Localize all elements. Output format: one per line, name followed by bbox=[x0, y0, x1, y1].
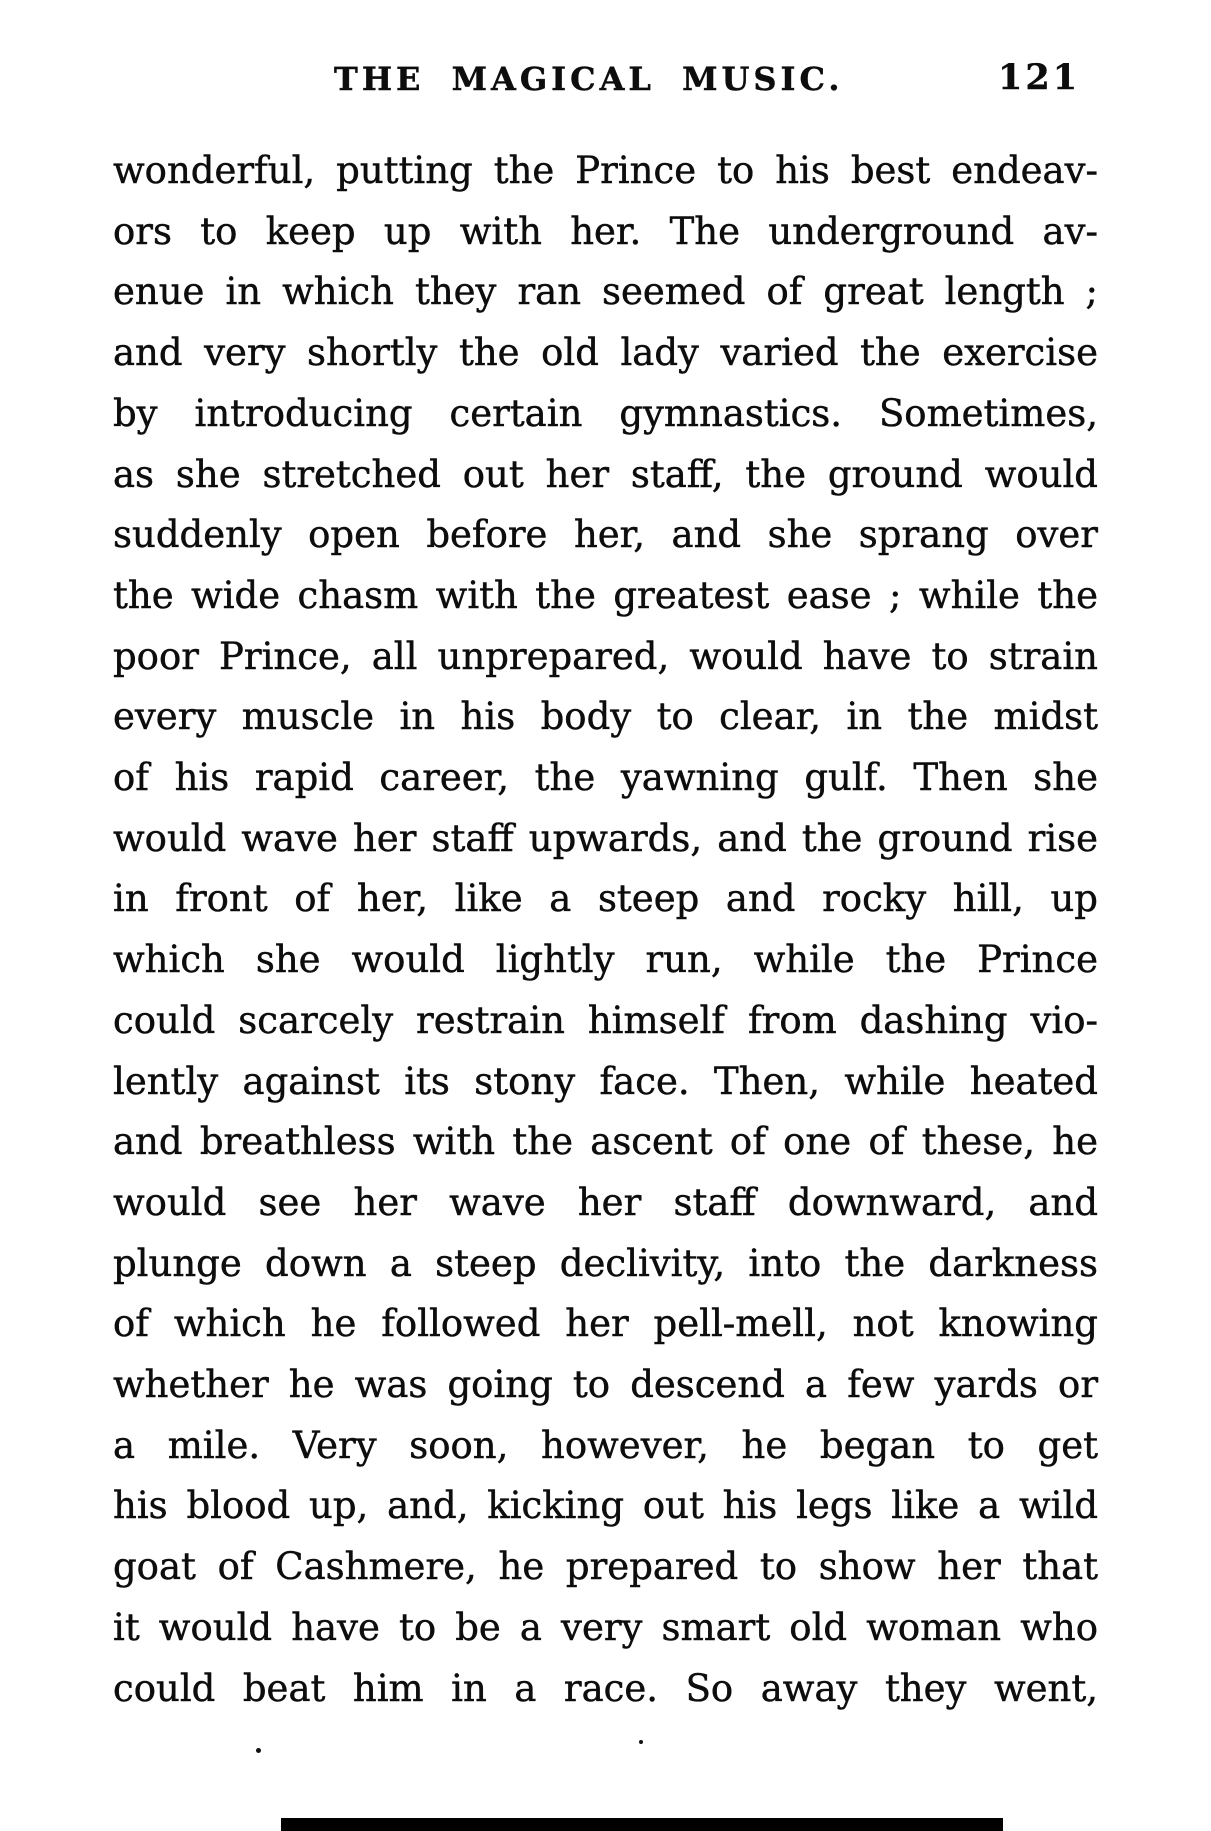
text-line: enue in which they ran seemed of great length ; bbox=[113, 270, 1098, 314]
page-number: 121 bbox=[998, 57, 1081, 98]
text-line: would wave her staff upwards, and the ground rise bbox=[113, 816, 1098, 860]
text-line: suddenly open before her, and she sprang over bbox=[113, 513, 1098, 557]
scan-edge-bar bbox=[281, 1818, 1003, 1831]
text-line: by introducing certain gymnastics. Sometimes, bbox=[113, 391, 1098, 435]
text-line: a mile. Very soon, however, he began to get bbox=[113, 1423, 1098, 1467]
text-line: plunge down a steep declivity, into the darkness bbox=[113, 1241, 1098, 1285]
text-line: as she stretched out her staff, the ground would bbox=[113, 452, 1098, 496]
text-line: and breathless with the ascent of one of these, he bbox=[113, 1120, 1098, 1164]
text-line: of which he followed her pell-mell, not knowing bbox=[113, 1302, 1098, 1346]
body-text-block bbox=[113, 141, 1098, 1719]
running-title: THE MAGICAL MUSIC. bbox=[334, 60, 844, 98]
text-line: lently against its stony face. Then, while heated bbox=[113, 1059, 1098, 1103]
text-line: ors to keep up with her. The underground av- bbox=[113, 209, 1098, 253]
text-line: whether he was going to descend a few yards or bbox=[113, 1363, 1098, 1407]
scan-artifact-dot bbox=[639, 1740, 643, 1744]
text-line: which she would lightly run, while the Prince bbox=[113, 938, 1098, 982]
text-line: poor Prince, all unprepared, would have to strain bbox=[113, 634, 1098, 678]
text-line: his blood up, and, kicking out his legs like a wild bbox=[113, 1484, 1098, 1528]
text-line: and very shortly the old lady varied the exercise bbox=[113, 331, 1098, 375]
text-line: would see her wave her staff downward, and bbox=[113, 1180, 1098, 1224]
text-line: could scarcely restrain himself from dashing vio- bbox=[113, 998, 1098, 1042]
text-line: wonderful, putting the Prince to his best endeav- bbox=[113, 149, 1098, 192]
text-line: goat of Cashmere, he prepared to show her that bbox=[113, 1545, 1098, 1589]
text-line: every muscle in his body to clear, in the midst bbox=[113, 695, 1098, 739]
text-line: the wide chasm with the greatest ease ; while the bbox=[113, 573, 1098, 617]
text-line: it would have to be a very smart old woman who bbox=[113, 1605, 1098, 1649]
text-line: could beat him in a race. So away they went, bbox=[113, 1666, 1098, 1710]
scan-artifact-dot bbox=[256, 1748, 261, 1753]
text-line: in front of her, like a steep and rocky hill, up bbox=[113, 877, 1098, 921]
text-line: of his rapid career, the yawning gulf. Then she bbox=[113, 756, 1098, 800]
